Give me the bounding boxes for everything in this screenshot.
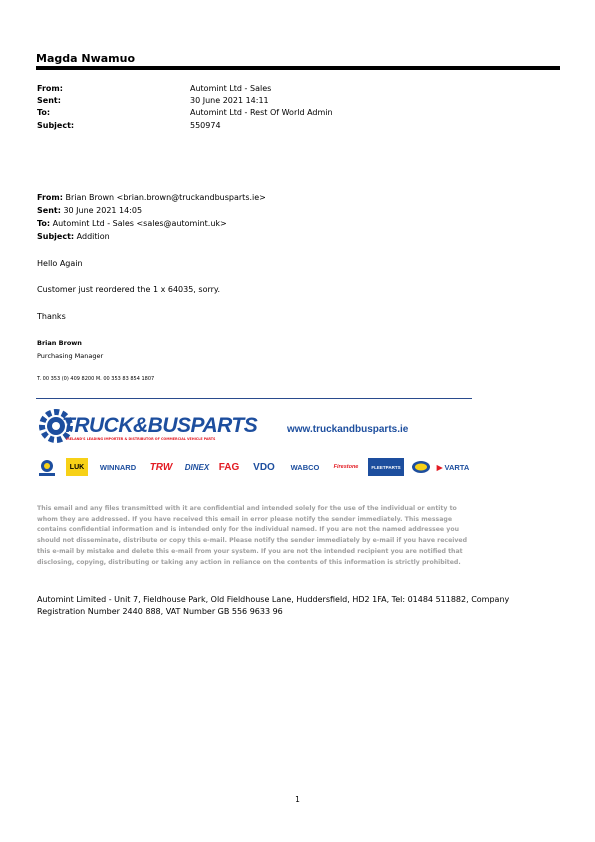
brand-winnard: WINNARD: [99, 462, 137, 472]
document-owner: Magda Nwamuo: [36, 52, 136, 65]
signature-name: Brian Brown: [37, 339, 82, 347]
fwd-subject: [37, 232, 110, 241]
from-value: Automint Ltd - Sales: [190, 84, 272, 93]
disclaimer: This email and any files transmitted with it are confidential and intended solely for the use of the individual or entity to whom they are addressed. If you have received this email in error please notify the sender immediately. This message contains confidential information and is intended only for the individual named. If you are not the named addressee you should not disseminate, distribute or copy this e-mail. Please notify the sender immediately by e-mail if you have received this e-mail by mistake and delete this e-mail from your system. If you are not the intended recipient you are notified that disclosing, copying, distributing or taking any action in reliance on the contents of this information is strictly prohibited.: [37, 505, 468, 566]
subject-value: 550974: [190, 121, 221, 130]
fwd-from-value: Brian Brown <brian.brown@truckandbusparts.ie>: [65, 193, 266, 202]
fwd-sent-value: 30 June 2021 14:05: [63, 206, 143, 215]
header-rule: [36, 66, 560, 70]
fwd-from-label: From:: [37, 193, 63, 202]
logo-wordmark: TRUCK&BUSPARTS: [62, 414, 258, 437]
brand-dinex: DINEX: [184, 462, 210, 472]
from-label: From:: [37, 84, 63, 93]
fwd-subject-value: Addition: [76, 232, 110, 241]
brand-luk: LUK: [66, 458, 88, 476]
brand-hella-icon: [410, 458, 432, 476]
signature-role: Purchasing Manager: [37, 352, 104, 360]
to-value: Automint Ltd - Rest Of World Admin: [190, 108, 333, 117]
brand-varta: [434, 458, 472, 476]
sent-value: 30 June 2021 14:11: [190, 96, 269, 105]
banner-rule: [36, 398, 472, 399]
page-number: 1: [295, 795, 300, 804]
sent-label: Sent:: [37, 96, 61, 105]
brand-varta-label: VARTA: [444, 462, 470, 472]
brand-vdo: VDO: [253, 461, 275, 473]
company-footer: Automint Limited - Unit 7, Fieldhouse Park, Old Fieldhouse Lane, Huddersfield, HD2 1FA, Tel: 01484 511882, Company Registration Number 2440 888, VAT Number GB 556 9633 96: [37, 595, 510, 616]
fwd-sent-label: Sent:: [37, 206, 61, 215]
subject-label: Subject:: [37, 121, 75, 130]
brand-wabco: WABCO: [290, 462, 320, 472]
brand-fleetparts: FLEETPARTS: [368, 458, 404, 476]
fwd-to-value: Automint Ltd - Sales <sales@automint.uk>: [52, 219, 227, 228]
fwd-to-label: To:: [37, 219, 51, 228]
fwd-sent: [37, 206, 142, 215]
fwd-from: [37, 193, 266, 202]
greeting: Hello Again: [37, 259, 83, 268]
logo-tagline: IRELAND'S LEADING IMPORTER & DISTRIBUTOR OF COMMERCIAL VEHICLE PARTS: [66, 437, 216, 441]
brand-firestone: Firestone: [333, 464, 359, 470]
fwd-to: [37, 219, 227, 228]
brand-trw: TRW: [149, 461, 173, 473]
to-label: To:: [37, 108, 51, 117]
brand-fag: FAG: [218, 461, 240, 473]
website-link[interactable]: www.truckandbusparts.ie: [287, 424, 409, 435]
thanks: Thanks: [37, 312, 66, 321]
brand-badge-icon: [36, 458, 58, 476]
fwd-subject-label: Subject:: [37, 232, 75, 241]
signature-phones: T. 00 353 (0) 409 8200 M. 00 353 83 854 1807: [37, 376, 155, 382]
varta-flash-icon: ▶: [436, 462, 443, 472]
body-line: Customer just reordered the 1 x 64035, sorry.: [37, 285, 221, 294]
